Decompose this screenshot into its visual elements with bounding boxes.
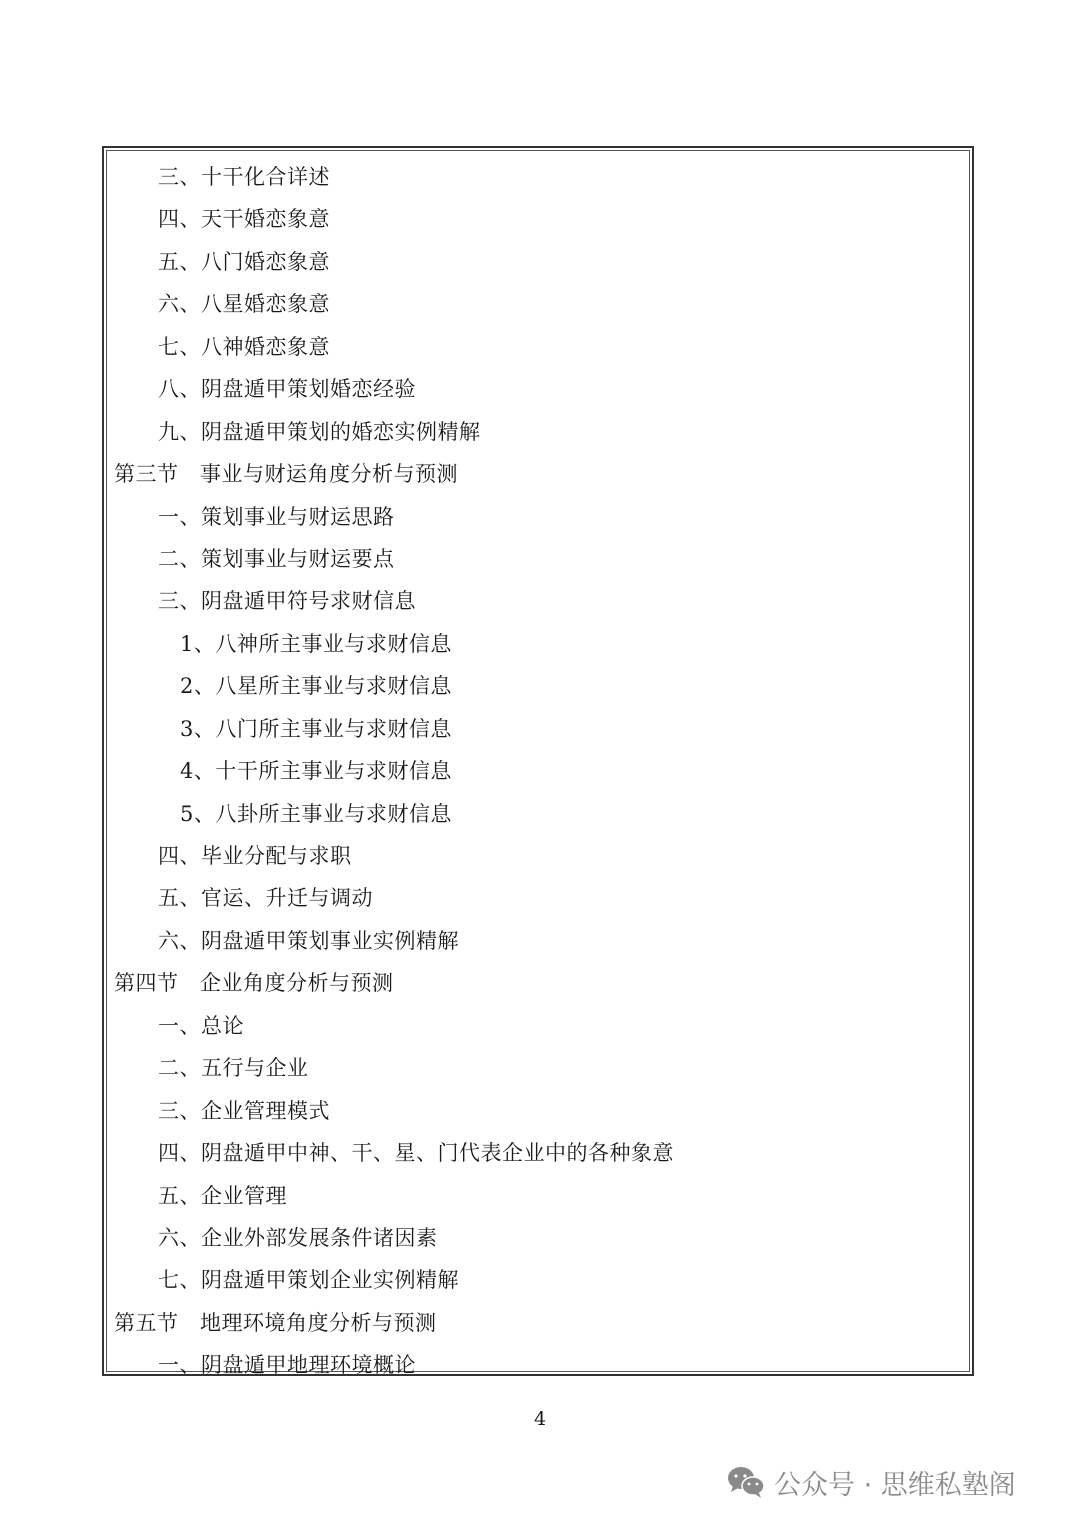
toc-item: 一、总论 bbox=[158, 1013, 244, 1038]
watermark-text: 公众号 · 思维私塾阁 bbox=[774, 1469, 1016, 1501]
toc-subitem: 3、八门所主事业与求财信息 bbox=[180, 716, 452, 741]
toc-item: 三、十干化合详述 bbox=[158, 165, 330, 189]
toc-item: 六、阴盘遁甲策划事业实例精解 bbox=[158, 928, 459, 953]
toc-item: 三、企业管理模式 bbox=[158, 1098, 330, 1123]
toc-item: 八、阴盘遁甲策划婚恋经验 bbox=[158, 377, 416, 402]
toc-item: 四、天干婚恋象意 bbox=[158, 207, 330, 232]
toc-item: 九、阴盘遁甲策划的婚恋实例精解 bbox=[158, 419, 481, 444]
table-of-contents bbox=[0, 158, 1080, 1389]
toc-item: 七、阴盘遁甲策划企业实例精解 bbox=[158, 1268, 459, 1293]
toc-item: 五、企业管理 bbox=[158, 1183, 287, 1208]
toc-section-heading: 第四节 企业角度分析与预测 bbox=[114, 971, 394, 996]
toc-item: 五、官运、升迁与调动 bbox=[158, 886, 373, 911]
toc-item: 四、毕业分配与求职 bbox=[158, 844, 352, 868]
toc-subitem: 5、八卦所主事业与求财信息 bbox=[180, 801, 452, 826]
toc-item: 四、阴盘遁甲中神、干、星、门代表企业中的各种象意 bbox=[158, 1141, 674, 1166]
toc-item: 一、策划事业与财运思路 bbox=[158, 504, 395, 529]
wechat-icon bbox=[726, 1465, 766, 1499]
watermark bbox=[726, 1460, 1016, 1504]
toc-subitem: 1、八神所主事业与求财信息 bbox=[180, 631, 452, 656]
toc-item: 五、八门婚恋象意 bbox=[158, 249, 330, 274]
toc-item: 三、阴盘遁甲符号求财信息 bbox=[158, 589, 416, 614]
toc-item: 一、阴盘遁甲地理环境概论 bbox=[158, 1353, 416, 1378]
toc-subitem: 2、八星所主事业与求财信息 bbox=[180, 674, 452, 699]
toc-item: 六、企业外部发展条件诸因素 bbox=[158, 1225, 438, 1250]
toc-section-heading: 第三节 事业与财运角度分析与预测 bbox=[114, 462, 458, 487]
toc-item: 六、八星婚恋象意 bbox=[158, 292, 330, 317]
toc-item: 二、策划事业与财运要点 bbox=[158, 546, 395, 571]
toc-item: 七、八神婚恋象意 bbox=[158, 334, 330, 359]
toc-section-heading: 第五节 地理环境角度分析与预测 bbox=[114, 1310, 437, 1335]
page-number: 4 bbox=[533, 1408, 547, 1430]
toc-subitem: 4、十干所主事业与求财信息 bbox=[180, 759, 452, 784]
toc-item: 二、五行与企业 bbox=[158, 1056, 309, 1081]
